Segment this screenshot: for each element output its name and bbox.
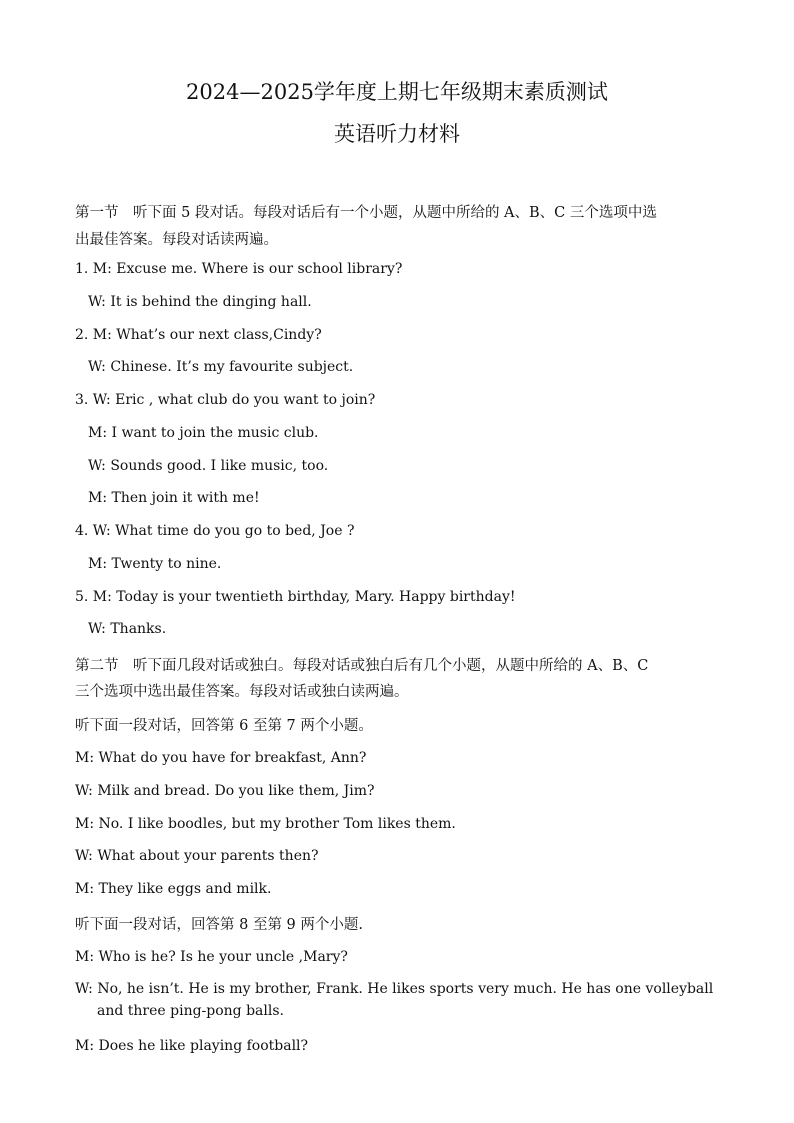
section1-instruction-line2: 出最佳答案。每段对话读两遍。	[75, 232, 278, 248]
question-intro: 听下面一段对话，回答第 6 至第 7 两个小题。	[75, 718, 373, 734]
dialogue-line: 5. M: Today is your twentieth birthday, Mary. Happy birthday!	[75, 589, 516, 605]
document-subtitle: 英语听力材料	[334, 122, 460, 146]
section2-instruction-line1: 第二节 听下面几段对话或独白。每段对话或独白后有几个小题，从题中所给的 A、B、C	[75, 658, 649, 674]
dialogue-line: W: Chinese. It’s my favourite subject.	[88, 359, 354, 375]
dialogue-line: M: Does he like playing football?	[75, 1038, 309, 1054]
section1-instruction-line1: 第一节 听下面 5 段对话。每段对话后有一个小题，从题中所给的 A、B、C 三个选项中选	[75, 205, 657, 221]
dialogue-line: M: They like eggs and milk.	[75, 881, 272, 897]
dialogue-line: W: Thanks.	[88, 621, 167, 637]
dialogue-line: M: No. I like boodles, but my brother Tom likes them.	[75, 816, 456, 832]
section2-instruction-line2: 三个选项中选出最佳答案。每段对话或独白读两遍。	[75, 684, 409, 700]
document-title: 2024—2025学年度上期七年级期末素质测试	[186, 80, 608, 104]
dialogue-line: W: Sounds good. I like music, too.	[88, 458, 329, 474]
dialogue-line: 2. M: What’s our next class,Cindy?	[75, 327, 322, 343]
dialogue-line: M: Who is he? Is he your uncle ,Mary?	[75, 949, 348, 965]
dialogue-line: M: I want to join the music club.	[88, 425, 319, 441]
dialogue-line: 1. M: Excuse me. Where is our school library?	[75, 261, 403, 277]
dialogue-line: M: Twenty to nine.	[88, 556, 222, 572]
dialogue-line: W: It is behind the dinging hall.	[88, 294, 312, 310]
dialogue-line: W: No, he isn’t. He is my brother, Frank. He likes sports very much. He has one volleyball and three ping-pong balls.	[75, 981, 714, 1019]
dialogue-line: M: What do you have for breakfast, Ann?	[75, 750, 367, 766]
question-intro: 听下面一段对话，回答第 8 至第 9 两个小题.	[75, 917, 363, 933]
dialogue-line: M: Then join it with me!	[88, 490, 260, 506]
dialogue-line: W: What about your parents then?	[75, 848, 319, 864]
dialogue-line: W: Milk and bread. Do you like them, Jim?	[75, 783, 375, 799]
dialogue-line: 3. W: Eric , what club do you want to join?	[75, 392, 376, 408]
dialogue-line: 4. W: What time do you go to bed, Joe ?	[75, 523, 355, 539]
